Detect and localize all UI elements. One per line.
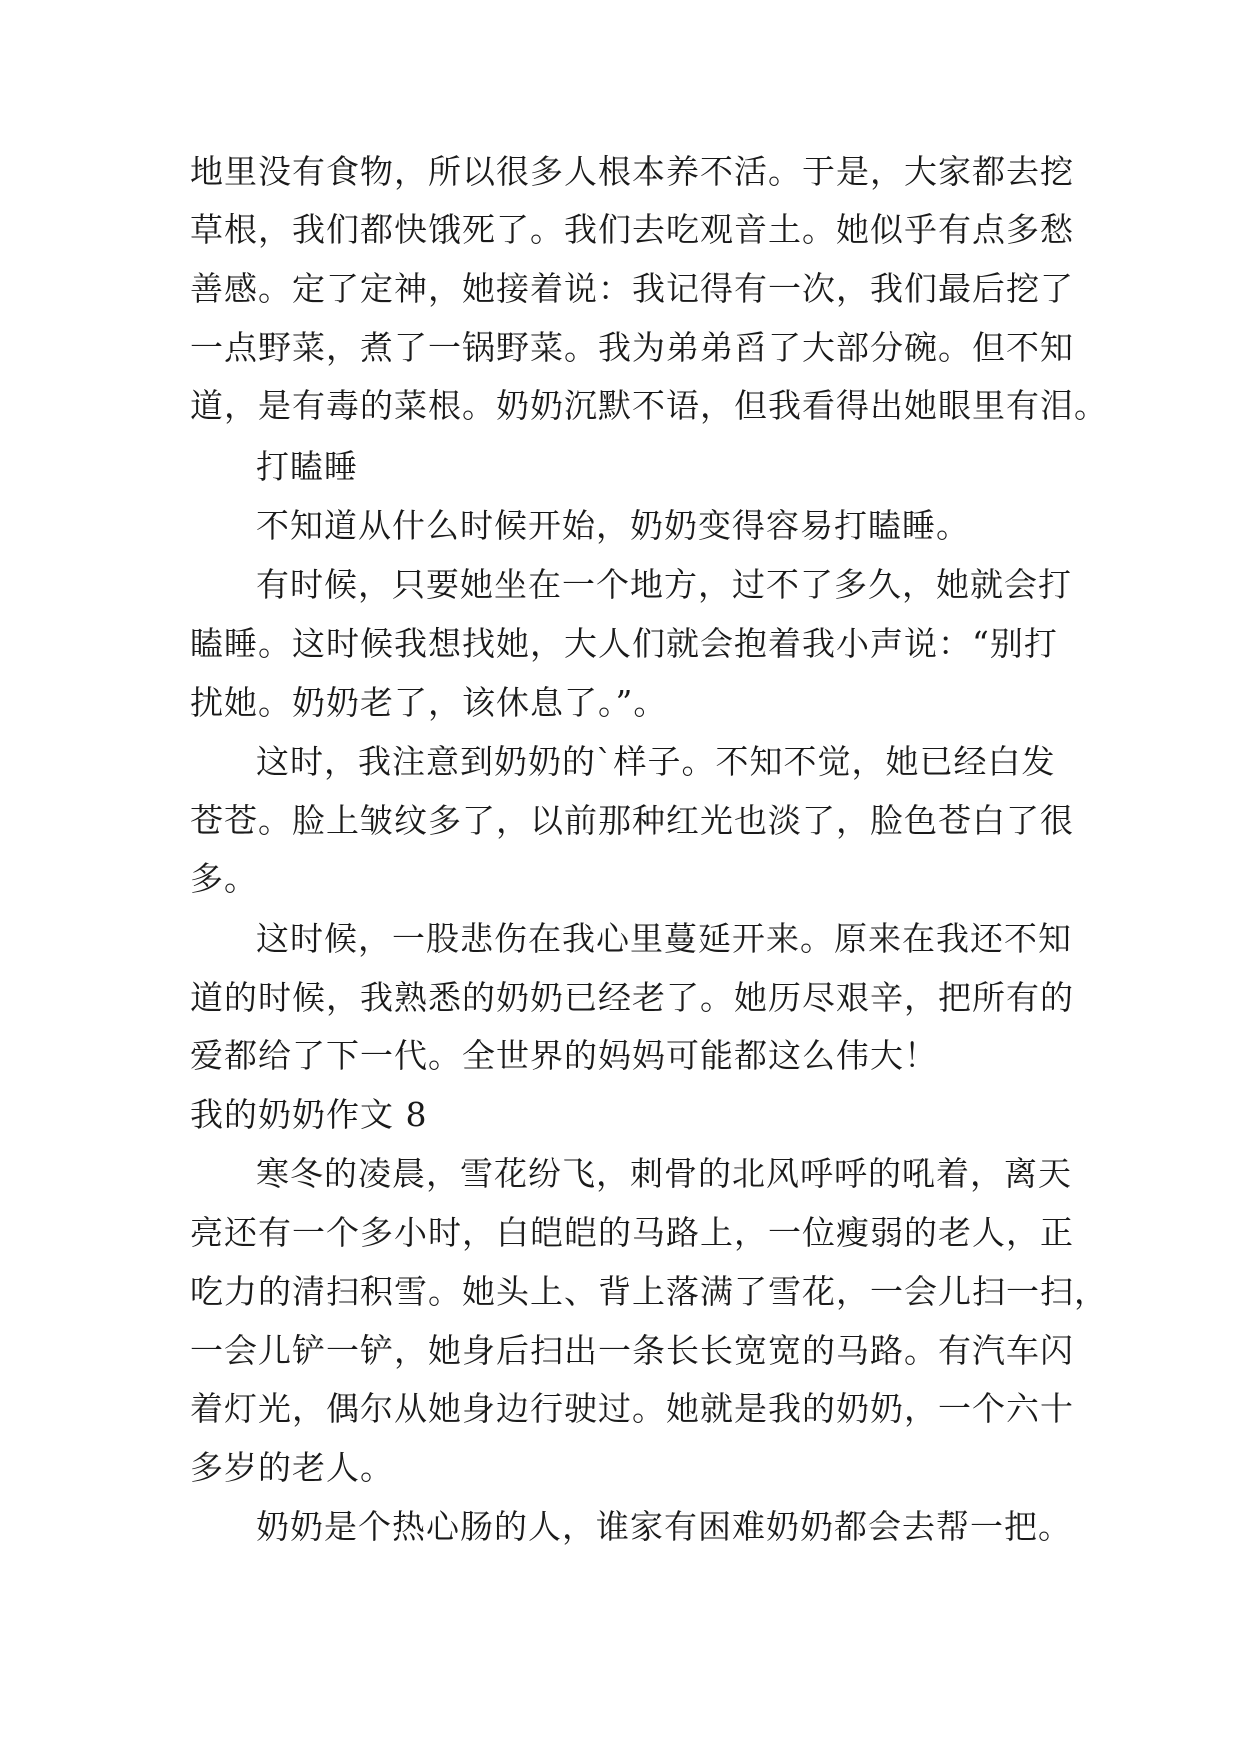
text-line: 道的时候，我熟悉的奶奶已经老了。她历尽艰辛，把所有的 bbox=[190, 978, 1074, 1017]
text-line: 苍苍。脸上皱纹多了，以前那种红光也淡了，脸色苍白了很 bbox=[190, 801, 1074, 840]
text-line: 着灯光，偶尔从她身边行驶过。她就是我的奶奶，一个六十 bbox=[190, 1389, 1074, 1428]
text-line: 亮还有一个多小时，白皑皑的马路上，一位瘦弱的老人，正 bbox=[190, 1213, 1074, 1252]
text-line: 爱都给了下一代。全世界的妈妈可能都这么伟大！ bbox=[190, 1036, 938, 1075]
text-line: 奶奶是个热心肠的人，谁家有困难奶奶都会去帮一把。 bbox=[256, 1507, 1072, 1546]
text-line: 寒冬的凌晨，雪花纷飞，刺骨的北风呼呼的吼着，离天 bbox=[256, 1154, 1072, 1193]
text-line: 草根，我们都快饿死了。我们去吃观音土。她似乎有点多愁 bbox=[190, 210, 1074, 249]
text-line: 吃力的清扫积雪。她头上、背上落满了雪花，一会儿扫一扫， bbox=[190, 1272, 1108, 1311]
text-line: 多岁的老人。 bbox=[190, 1448, 394, 1487]
text-line: 一会儿铲一铲，她身后扫出一条长长宽宽的马路。有汽车闪 bbox=[190, 1331, 1074, 1370]
text-line: 有时候，只要她坐在一个地方，过不了多久，她就会打 bbox=[256, 565, 1072, 604]
text-line: 这时，我注意到奶奶的`样子。不知不觉，她已经白发 bbox=[256, 742, 1056, 781]
section-heading: 打瞌睡 bbox=[256, 447, 358, 486]
text-line: 这时候，一股悲伤在我心里蔓延开来。原来在我还不知 bbox=[256, 919, 1072, 958]
article-title: 我的奶奶作文 8 bbox=[190, 1095, 428, 1134]
text-line: 扰她。奶奶老了，该休息了。”。 bbox=[190, 683, 668, 722]
text-line: 一点野菜，煮了一锅野菜。我为弟弟舀了大部分碗。但不知 bbox=[190, 328, 1074, 367]
text-line: 瞌睡。这时候我想找她，大人们就会抱着我小声说：“别打 bbox=[190, 624, 1058, 663]
text-line: 道，是有毒的菜根。奶奶沉默不语，但我看得出她眼里有泪。 bbox=[190, 386, 1108, 425]
text-line: 多。 bbox=[190, 859, 258, 898]
text-line: 善感。定了定神，她接着说：我记得有一次，我们最后挖了 bbox=[190, 269, 1074, 308]
text-line: 不知道从什么时候开始，奶奶变得容易打瞌睡。 bbox=[256, 506, 970, 545]
text-line: 地里没有食物，所以很多人根本养不活。于是，大家都去挖 bbox=[190, 152, 1074, 191]
